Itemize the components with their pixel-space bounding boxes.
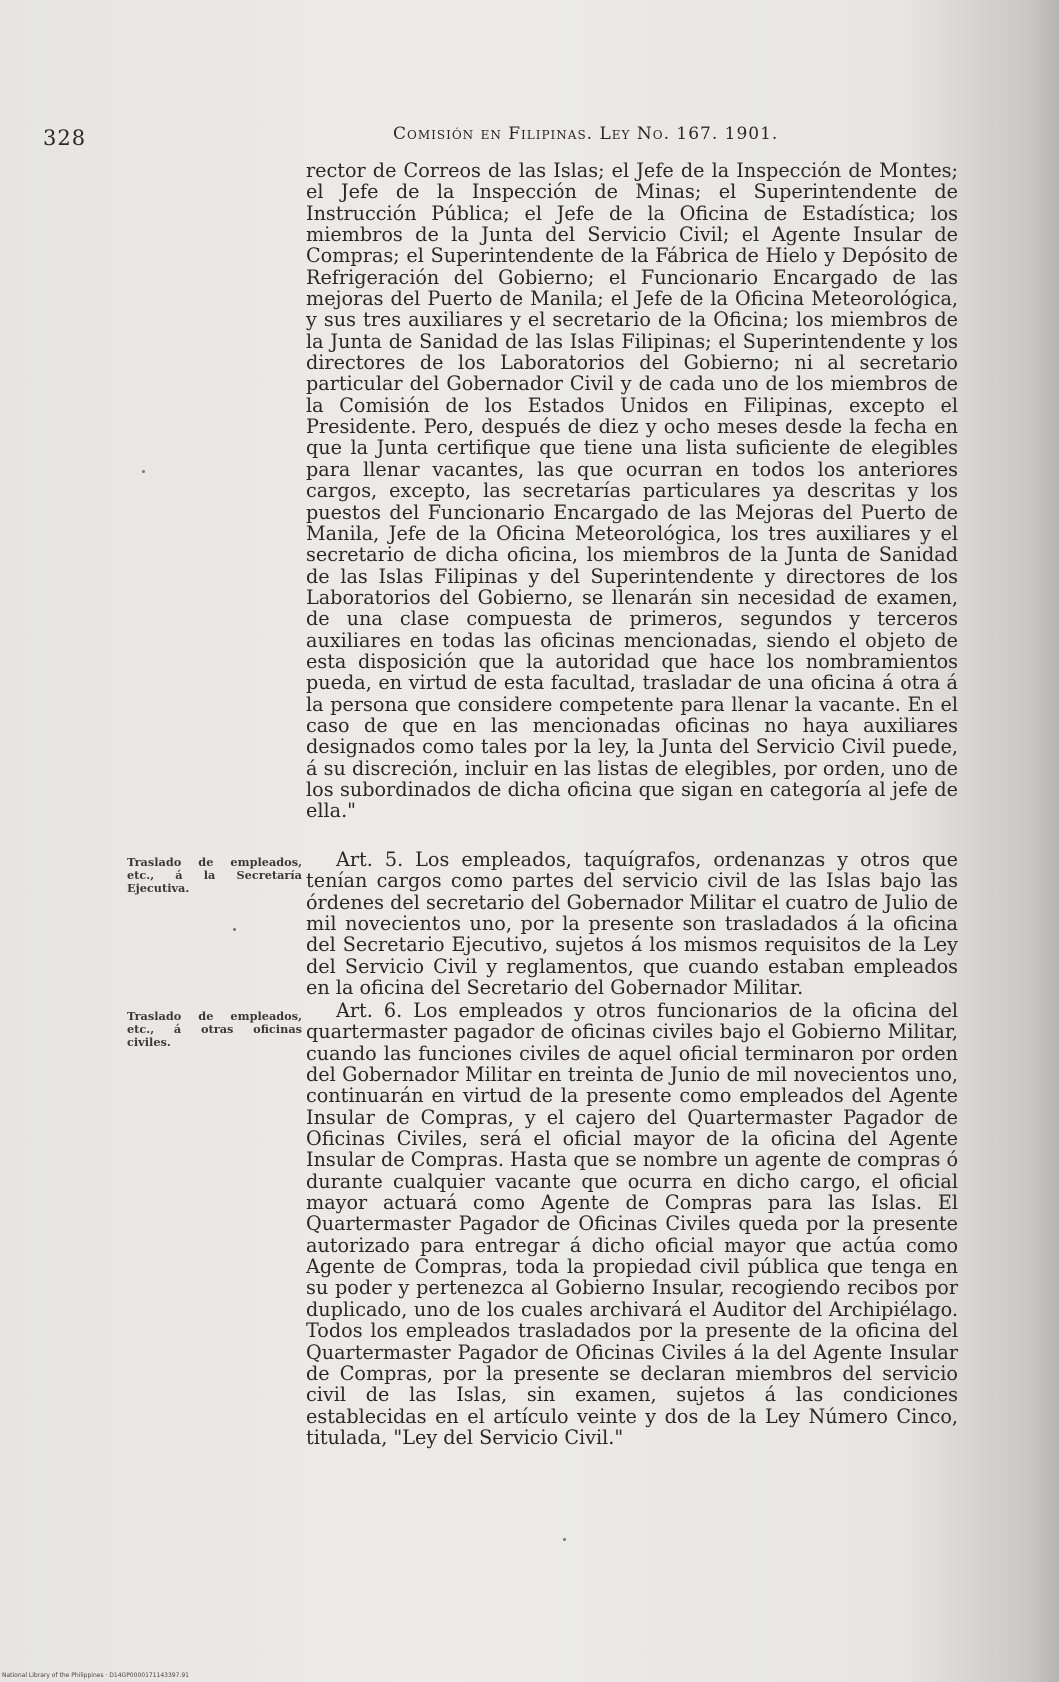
margin-note-article-6: Traslado de empleados, etc., á otras oficinas civiles. (127, 1009, 302, 1049)
paper-speck (563, 1538, 566, 1541)
paper-speck (142, 470, 145, 473)
body-paragraph-article-6: Art. 6. Los empleados y otros funcionarios de la oficina del quartermaster pagador de oficinas civiles bajo el Gobierno Militar, cuando las funciones civiles de aquel oficial terminaron por orden del Gobernador Militar en treinta de Junio de mil novecientos uno, continuarán en virtud de la presente como empleados del Agente Insular de Compras, y el cajero del Quartermaster Pagador de Oficinas Civiles, será el oficial mayor de la oficina del Agente Insular de Compras. Hasta que se nombre un agente de compras ó durante cualquier vacante que ocurra en dicho cargo, el oficial mayor actuará como Agente de Compras para las Islas. El Quartermaster Pagador de Oficinas Civiles queda por la presente autorizado para entregar á dicho oficial mayor que actúa como Agente de Compras, toda la propiedad civil pública que tenga en su poder y pertenezca al Gobierno Insular, recogiendo recibos por duplicado, uno de los cuales archivará el Auditor del Archipiélago. Todos los empleados trasladados por la presente de la oficina del Quartermaster Pagador de Oficinas Civiles á la del Agente Insular de Compras, por la presente se declaran miembros del servicio civil de las Islas, sin examen, sujetos á las condiciones establecidas en el artículo veinte y dos de la Ley Número Cinco, titulada, "Ley del Servicio Civil." (306, 999, 958, 1449)
running-head: Comisión en Filipinas. Ley No. 167. 1901. (393, 124, 779, 144)
margin-note-article-5: Traslado de empleados, etc., á la Secretaría Ejecutiva. (127, 855, 302, 895)
page-number: 328 (43, 126, 87, 150)
scan-footer-credit: National Library of the Philippines · D14GP0000171143397.91 (2, 1672, 189, 1679)
body-paragraph-continuation: rector de Correos de las Islas; el Jefe de la Inspección de Montes; el Jefe de la Inspección de Minas; el Superintendente de Instrucción Pública; el Jefe de la Oficina de Estadística; los miembros de la Junta del Servicio Civil; el Agente Insular de Compras; el Superintendente de la Fábrica de Hielo y Depósito de Refrigeración del Gobierno; el Funcionario Encargado de las mejoras del Puerto de Manila; el Jefe de la Oficina Meteorológica, y sus tres auxiliares y el secretario de la Oficina; los miembros de la Junta de Sanidad de las Islas Filipinas; el Superintendente y los directores de los Laboratorios del Gobierno; ni al secretario particular del Gobernador Civil y de cada uno de los miembros de la Comisión de los Estados Unidos en Filipinas, excepto el Presidente. Pero, después de diez y ocho meses desde la fecha en que la Junta certifique que tiene una lista suficiente de elegibles para llenar vacantes, las que ocurran en todos los anteriores cargos, excepto, las secretarías particulares ya descritas y los puestos del Funcionario Encargado de las Mejoras del Puerto de Manila, Jefe de la Oficina Meteorológica, los tres auxiliares y el secretario de dicha oficina, los miembros de la Junta de Sanidad de las Islas Filipinas y del Superintendente y directores de los Laboratorios del Gobierno, se llenarán sin necesidad de examen, de una clase compuesta de primeros, segundos y terceros auxiliares en todas las oficinas mencionadas, siendo el objeto de esta disposición que la autoridad que hace los nombramientos pueda, en virtud de esta facultad, trasladar de una oficina á otra á la persona que considere competente para llenar la vacante. En el caso de que en las mencionadas oficinas no haya auxiliares designados como tales por la ley, la Junta del Servicio Civil puede, á su discreción, incluir en las listas de elegibles, por orden, uno de los subordinados de dicha oficina que sigan en categoría al jefe de ella." (306, 159, 958, 823)
paper-speck (233, 928, 236, 931)
body-paragraph-article-5: Art. 5. Los empleados, taquígrafos, ordenanzas y otros que tenían cargos como partes del servicio civil de las Islas bajo las órdenes del secretario del Gobernador Militar el cuatro de Julio de mil novecientos uno, por la presente son trasladados á la oficina del Secretario Ejecutivo, sujetos á los mismos requisitos de la Ley del Servicio Civil y reglamentos, que cuando estaban empleados en la oficina del Secretario del Gobernador Militar. (306, 848, 958, 1000)
